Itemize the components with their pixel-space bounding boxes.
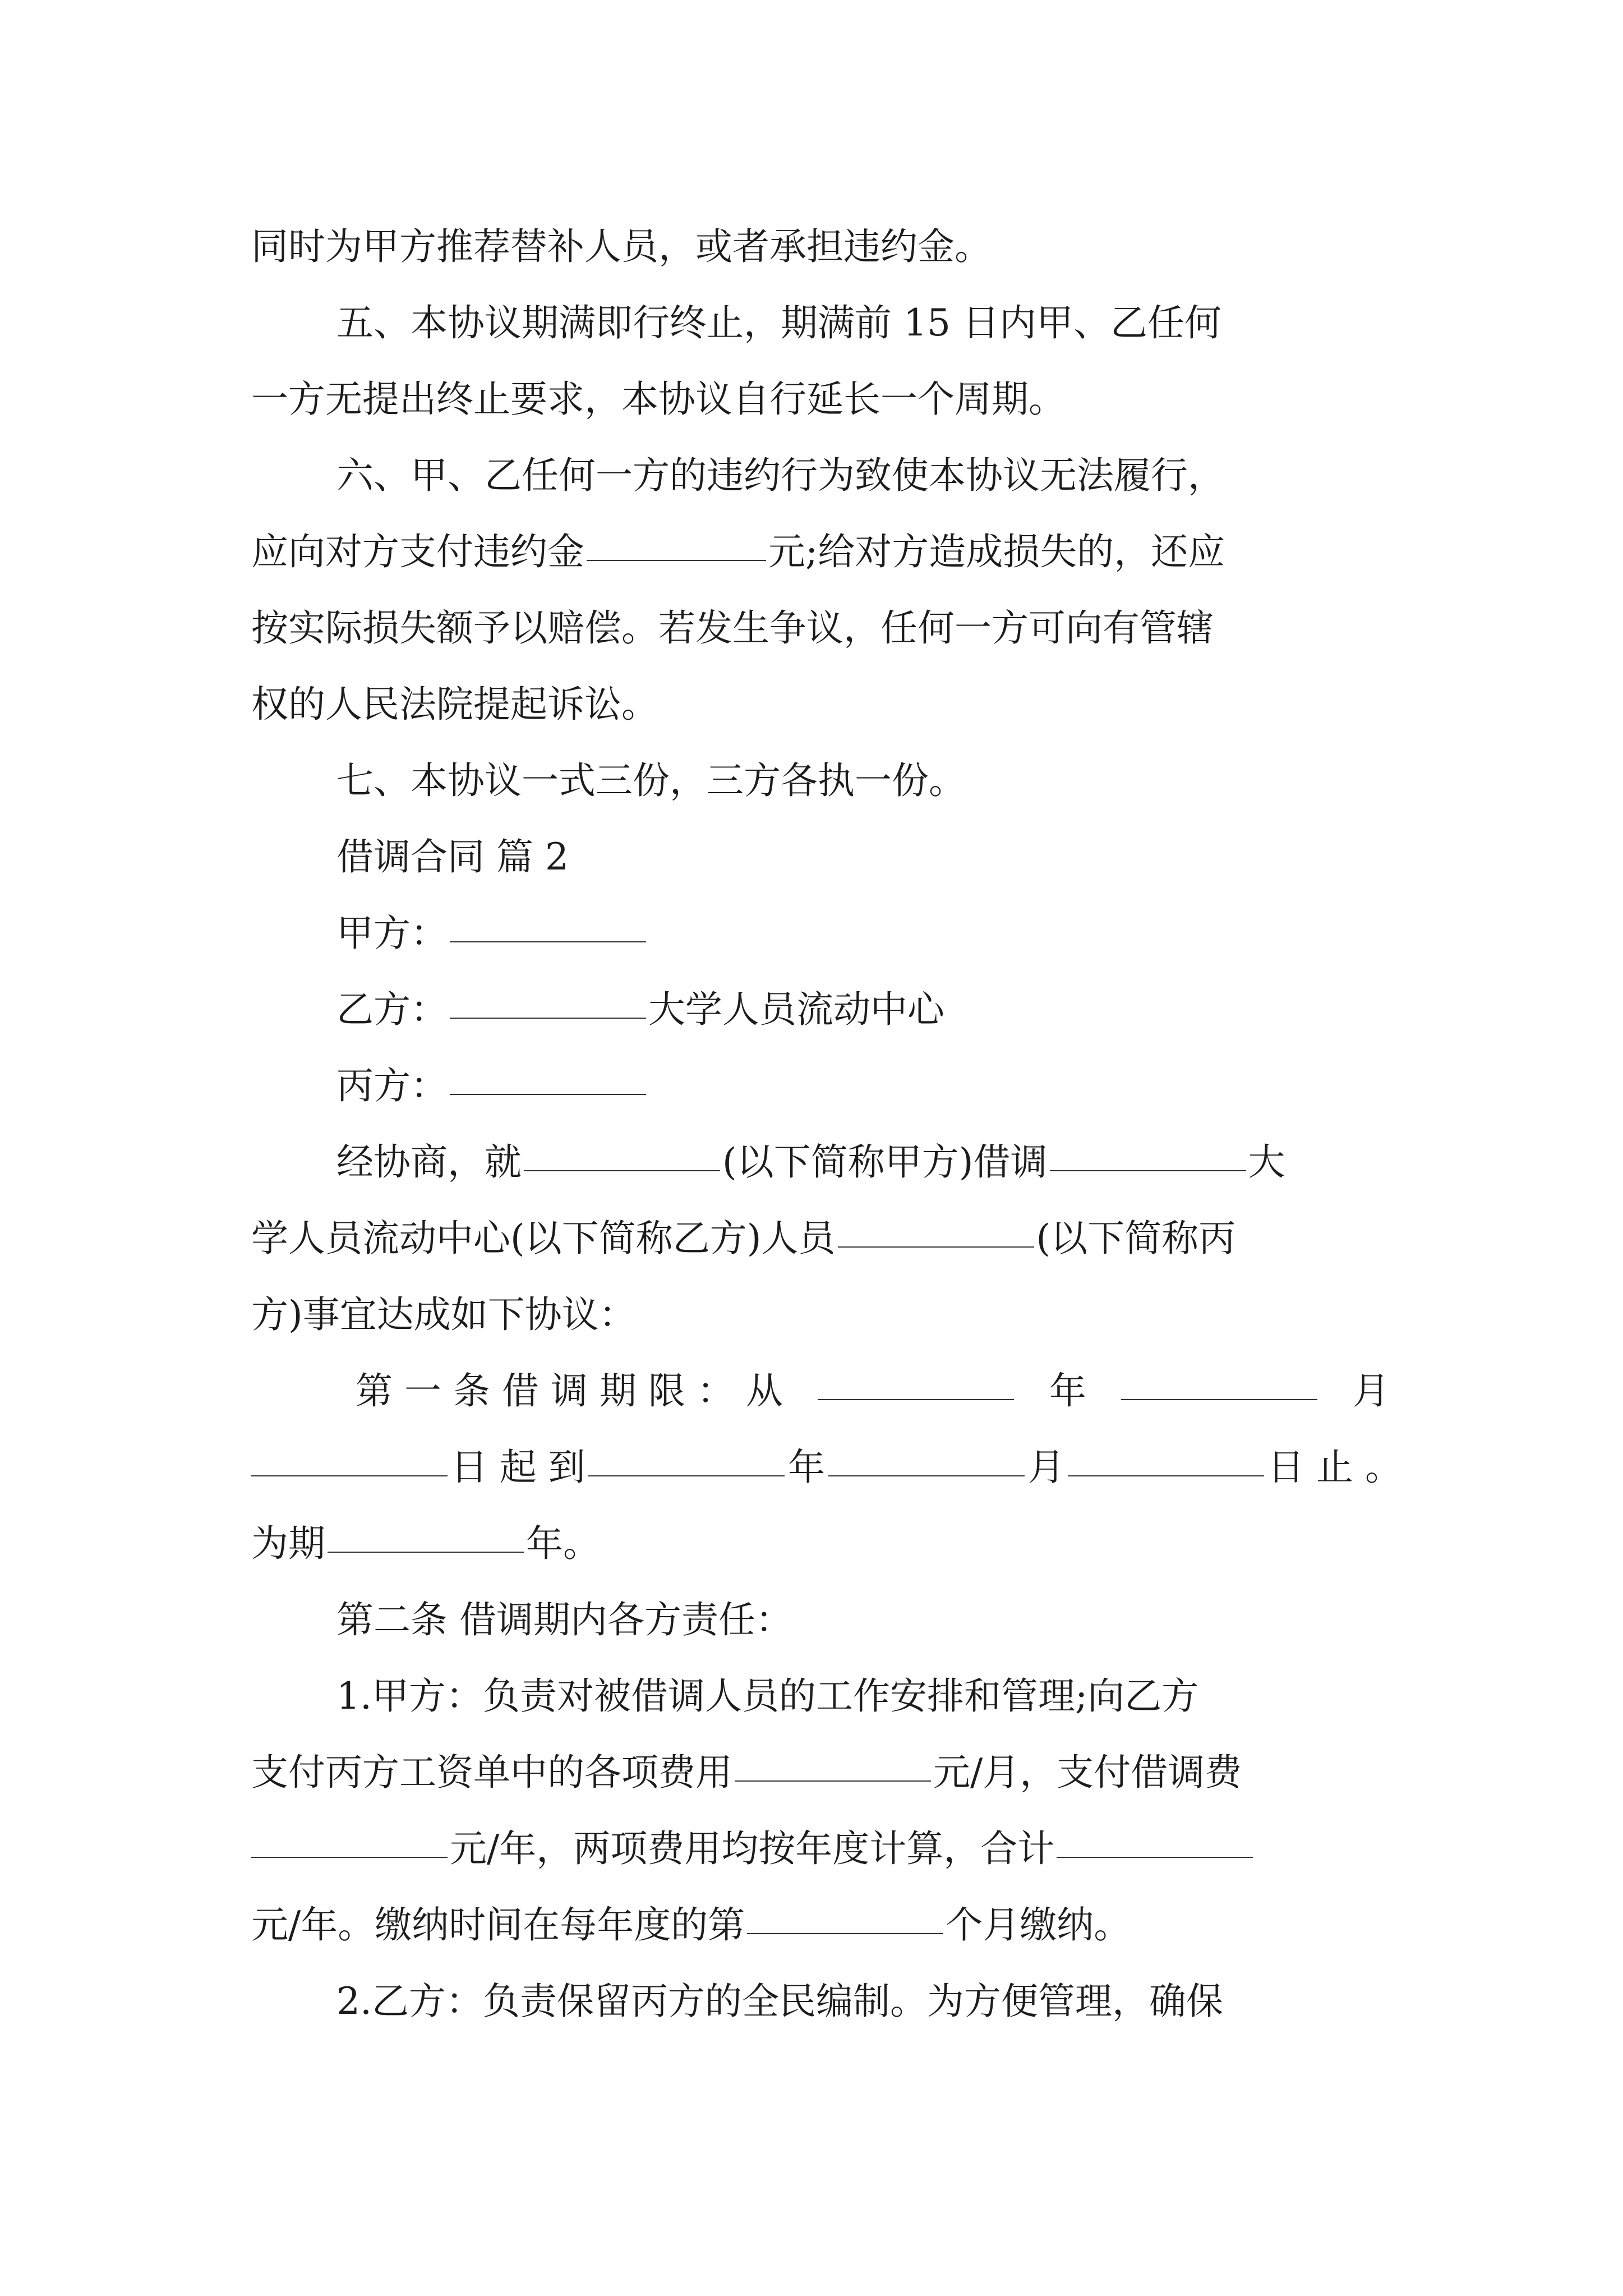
paragraph-line — [251, 1963, 1390, 2040]
paragraph-line — [251, 1658, 1390, 1734]
text-segment: 权的人民法院提起诉讼。 — [251, 683, 658, 726]
fill-in-blank — [450, 1094, 646, 1095]
fill-in-blank — [1057, 1857, 1253, 1858]
text-segment: 第 一 条 借 调 期 限 ： 从 — [356, 1369, 783, 1412]
paragraph-line — [251, 1887, 1390, 1963]
fill-in-blank — [1068, 1475, 1264, 1476]
paragraph-line — [251, 285, 1390, 361]
fill-in-blank — [818, 1399, 1014, 1400]
text-segment: 元/年，两项费用均按年度计算，合计 — [450, 1827, 1055, 1870]
text-segment: 月 — [1352, 1369, 1390, 1412]
fill-in-blank — [1050, 1170, 1246, 1171]
text-segment: 一方无提出终止要求，本协议自行延长一个周期。 — [251, 378, 1066, 421]
fill-in-blank — [251, 1475, 448, 1476]
text-segment: 元;给对方造成损失的，还应 — [768, 530, 1225, 573]
fill-in-blank — [328, 1552, 524, 1553]
text-segment: 年 — [1049, 1369, 1086, 1412]
paragraph-line — [251, 590, 1390, 666]
fill-in-blank — [524, 1170, 720, 1171]
article-heading — [251, 1582, 1390, 1658]
fill-in-blank — [747, 1933, 943, 1934]
fill-in-blank — [1121, 1399, 1317, 1400]
text-segment: 同时为甲方推荐替补人员，或者承担违约金。 — [251, 225, 992, 268]
section-heading — [251, 819, 1390, 895]
fill-in-blank — [587, 560, 766, 561]
paragraph-line — [251, 514, 1390, 590]
paragraph-line — [251, 361, 1390, 438]
article-line — [251, 1353, 1390, 1429]
text-segment: 大 — [1248, 1140, 1285, 1184]
text-segment: 年。 — [526, 1522, 600, 1565]
paragraph-line — [251, 1200, 1390, 1277]
text-segment: 为期 — [251, 1522, 325, 1565]
article-line — [251, 1429, 1402, 1506]
text-segment: 2.乙方：负责保留丙方的全民编制。为方便管理，确保 — [336, 1980, 1223, 2023]
text-segment: 丙方： — [336, 1064, 448, 1107]
paragraph-line — [251, 666, 1390, 743]
fill-in-blank — [450, 941, 646, 942]
paragraph-line — [251, 1734, 1390, 1811]
text-segment: 1.甲方：负责对被借调人员的工作安排和管理;向乙方 — [336, 1674, 1199, 1718]
document-page — [251, 209, 1402, 2040]
paragraph-line — [251, 743, 1390, 819]
paragraph-line — [251, 1277, 1390, 1353]
party-line — [251, 1048, 1390, 1124]
text-segment: 六、甲、乙任何一方的违约行为致使本协议无法履行， — [336, 454, 1225, 497]
party-line — [251, 972, 1390, 1048]
text-segment: (以下简称丙 — [1036, 1217, 1236, 1260]
text-segment: 支付丙方工资单中的各项费用 — [251, 1751, 732, 1794]
fill-in-blank — [450, 1018, 646, 1019]
text-segment: 月 — [1027, 1446, 1065, 1489]
text-segment: 七、本协议一式三份，三方各执一份。 — [336, 759, 966, 802]
text-segment: 借调合同 篇 2 — [336, 835, 569, 878]
text-segment: 学人员流动中心(以下简称乙方)人员 — [251, 1217, 836, 1260]
fill-in-blank — [828, 1475, 1025, 1476]
paragraph-line — [251, 209, 1390, 285]
paragraph-line — [251, 1124, 1390, 1200]
text-segment: 日 起 到 — [450, 1446, 585, 1489]
text-segment: 元/月，支付借调费 — [933, 1751, 1242, 1794]
text-segment: 日 止 。 — [1267, 1446, 1402, 1489]
text-segment: 大学人员流动中心 — [648, 988, 944, 1031]
text-segment: 乙方： — [336, 988, 448, 1031]
paragraph-line — [251, 438, 1390, 514]
text-segment: 五、本协议期满即行终止，期满前 15 日内甲、乙任何 — [336, 301, 1221, 344]
text-segment: 第二条 借调期内各方责任： — [336, 1598, 792, 1641]
text-segment: 个月缴纳。 — [946, 1903, 1131, 1947]
text-segment: 按实际损失额予以赔偿。若发生争议，任何一方可向有管辖 — [251, 606, 1214, 650]
paragraph-line — [251, 1506, 1390, 1582]
fill-in-blank — [588, 1475, 785, 1476]
party-line — [251, 895, 1390, 972]
text-segment: 方)事宜达成如下协议： — [251, 1293, 636, 1336]
text-segment: 年 — [788, 1446, 826, 1489]
text-segment: (以下简称甲方)借调 — [722, 1140, 1048, 1184]
fill-in-blank — [251, 1857, 448, 1858]
text-segment: 经协商，就 — [336, 1140, 522, 1184]
text-segment: 应向对方支付违约金 — [251, 530, 584, 573]
fill-in-blank — [735, 1780, 931, 1782]
text-segment: 甲方： — [336, 912, 448, 955]
fill-in-blank — [838, 1246, 1034, 1248]
paragraph-line — [251, 1811, 1390, 1887]
text-segment: 元/年。缴纳时间在每年度的第 — [251, 1903, 745, 1947]
